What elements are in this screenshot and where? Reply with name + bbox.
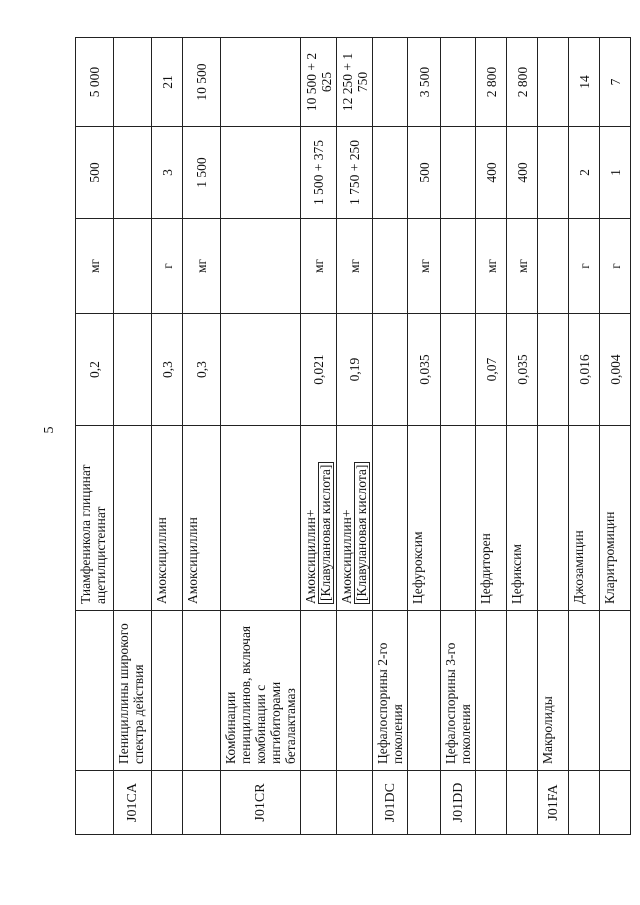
code-cell [569,771,600,835]
drug-name-text: Амоксициллин+ [303,509,318,604]
drug-name-text: Тиамфеникола глицинат ацетилцистеинат [78,464,108,604]
code-text: J01DD [450,782,466,823]
code-cell [408,771,441,835]
drug-name-cell [538,426,569,611]
ddd-text: 0,021 [311,354,326,385]
group-cell [337,611,373,771]
ddd-text: 0,035 [514,354,530,385]
drug-name-text: Амоксициллин [154,517,169,604]
dose-cell [183,127,221,219]
unit-text: мг [483,258,499,274]
unit-cell [76,219,114,314]
ddd-cell [152,314,183,426]
total-text: 10 500 + 2 625 [303,52,334,112]
ddd-text: 0,016 [576,354,592,385]
total-cell [183,38,221,127]
table-row [301,38,337,835]
ddd-cell [373,314,408,426]
drug-name-cell [476,426,507,611]
table-row [600,38,631,835]
total-cell [441,38,476,127]
drug-name-text: Кларитромицин [602,511,617,604]
group-cell [221,611,301,771]
dose-text: 500 [416,162,432,183]
ddd-cell [76,314,114,426]
unit-text: мг [416,258,432,274]
ddd-text: 0,3 [194,361,209,378]
dose-cell [337,127,373,219]
code-text: J01CR [253,783,268,822]
table-body [76,38,631,835]
total-text: 21 [159,75,175,89]
ddd-cell [408,314,441,426]
unit-cell [476,219,507,314]
total-cell [600,38,631,127]
code-cell [373,771,408,835]
code-cell [152,771,183,835]
dose-cell [538,127,569,219]
unit-text: г [159,263,175,269]
ddd-cell [476,314,507,426]
unit-cell [183,219,221,314]
dose-cell [76,127,114,219]
ddd-text: 0,035 [416,354,432,385]
drug-name-cell [408,426,441,611]
group-cell [183,611,221,771]
unit-text: мг [87,258,102,274]
ddd-text: 0,2 [87,361,102,378]
total-cell [301,38,337,127]
code-cell [76,771,114,835]
total-text: 5 000 [87,66,102,98]
table-row [538,38,569,835]
drug-name-text: Цефуроксим [410,531,425,604]
dose-cell [301,127,337,219]
group-text: Цефалоспорины 3-го поколения [443,642,473,764]
unit-text: г [576,263,592,269]
code-text: J01FA [545,784,561,821]
ddd-cell [301,314,337,426]
code-cell [221,771,301,835]
table-row [183,38,221,835]
total-cell [76,38,114,127]
code-cell [301,771,337,835]
unit-text: г [607,263,623,269]
unit-text: мг [194,258,209,274]
dose-text: 1 750 + 250 [347,140,362,205]
code-cell [183,771,221,835]
group-cell [507,611,538,771]
drug-name-cell [600,426,631,611]
total-cell [476,38,507,127]
group-cell [301,611,337,771]
dose-cell [476,127,507,219]
ddd-text: 0,3 [159,361,175,378]
unit-cell [507,219,538,314]
dose-text: 2 [576,169,592,176]
unit-cell [569,219,600,314]
total-text: 2 800 [483,66,499,98]
unit-cell [600,219,631,314]
group-cell [114,611,152,771]
drug-name-text: Джозамицин [571,530,586,604]
ddd-cell [221,314,301,426]
group-text: Пенициллины широкого спектра действия [116,623,146,764]
drug-name-text: Амоксициллин+ [339,509,354,604]
drug-name-cell [76,426,114,611]
group-cell [600,611,631,771]
drug-name-text: Цефдиторен [478,533,493,604]
unit-cell [373,219,408,314]
code-text: J01CA [125,783,140,822]
group-cell [152,611,183,771]
total-cell [507,38,538,127]
total-text: 10 500 [194,63,209,101]
dose-cell [441,127,476,219]
group-cell [408,611,441,771]
table-row [476,38,507,835]
dose-cell [408,127,441,219]
table-row [152,38,183,835]
code-cell [441,771,476,835]
table-row [221,38,301,835]
unit-text: мг [347,258,362,274]
dose-cell [114,127,152,219]
drug-component-boxed: [Клавулановая кислота] [318,462,334,604]
table-wrapper [75,38,623,835]
group-text: Макролиды [540,696,555,764]
ddd-cell [569,314,600,426]
table-row [441,38,476,835]
ddd-cell [441,314,476,426]
unit-cell [441,219,476,314]
group-cell [476,611,507,771]
table-row [114,38,152,835]
ddd-cell [507,314,538,426]
drug-name-text: Амоксициллин [185,517,200,604]
total-text: 7 [607,78,623,86]
drug-name-cell [183,426,221,611]
unit-cell [337,219,373,314]
dose-text: 3 [159,169,175,176]
code-cell [337,771,373,835]
group-text: Комбинации пенициллинов, включая комбинации с ингибиторами беталактамаз [223,625,298,764]
drug-name-cell [507,426,538,611]
total-cell [114,38,152,127]
unit-cell [114,219,152,314]
rotated-table-container [75,38,623,835]
dose-cell [507,127,538,219]
total-text: 3 500 [416,66,432,98]
unit-cell [408,219,441,314]
total-cell [538,38,569,127]
table-row [569,38,600,835]
group-cell [569,611,600,771]
drug-name-cell [114,426,152,611]
group-cell [538,611,569,771]
drug-name-cell [221,426,301,611]
total-text: 2 800 [514,66,530,98]
code-cell [114,771,152,835]
total-cell [152,38,183,127]
drug-name-cell [301,426,337,611]
page-number: 5 [42,426,57,434]
total-text: 14 [576,75,592,89]
total-cell [337,38,373,127]
ddd-text: 0,004 [607,354,623,385]
ddd-text: 0,07 [483,357,499,382]
drug-name-text: Цефиксим [509,544,524,604]
code-cell [538,771,569,835]
drug-name-cell [373,426,408,611]
unit-cell [301,219,337,314]
dose-text: 1 [607,169,623,176]
dose-cell [569,127,600,219]
unit-text: мг [514,258,530,274]
unit-cell [221,219,301,314]
group-cell [441,611,476,771]
total-cell [373,38,408,127]
ddd-text: 0,19 [347,357,362,382]
code-cell [476,771,507,835]
code-cell [600,771,631,835]
dose-text: 1 500 + 375 [311,140,326,205]
dose-cell [152,127,183,219]
unit-cell [538,219,569,314]
drug-name-cell [337,426,373,611]
dose-text: 400 [483,162,499,183]
group-text: Цефалоспорины 2-го поколения [375,642,405,764]
dose-text: 400 [514,162,530,183]
table-row [76,38,114,835]
ddd-cell [337,314,373,426]
drug-name-cell [569,426,600,611]
drug-component-boxed: [Клавулановая кислота] [354,462,370,604]
total-cell [221,38,301,127]
dose-cell [600,127,631,219]
total-cell [569,38,600,127]
drug-name-cell [441,426,476,611]
dose-text: 500 [87,162,102,183]
ddd-cell [183,314,221,426]
group-cell [76,611,114,771]
total-cell [408,38,441,127]
code-cell [507,771,538,835]
unit-cell [152,219,183,314]
code-text: J01DC [382,783,398,822]
total-text: 12 250 + 1 750 [339,52,370,112]
ddd-cell [538,314,569,426]
unit-text: мг [311,258,326,274]
dose-cell [221,127,301,219]
table-row [408,38,441,835]
ddd-cell [114,314,152,426]
ddd-cell [600,314,631,426]
dose-text: 1 500 [194,157,209,188]
dose-cell [373,127,408,219]
table-row [507,38,538,835]
table-row [337,38,373,835]
drug-table [75,37,631,835]
group-cell [373,611,408,771]
drug-name-cell [152,426,183,611]
table-row [373,38,408,835]
